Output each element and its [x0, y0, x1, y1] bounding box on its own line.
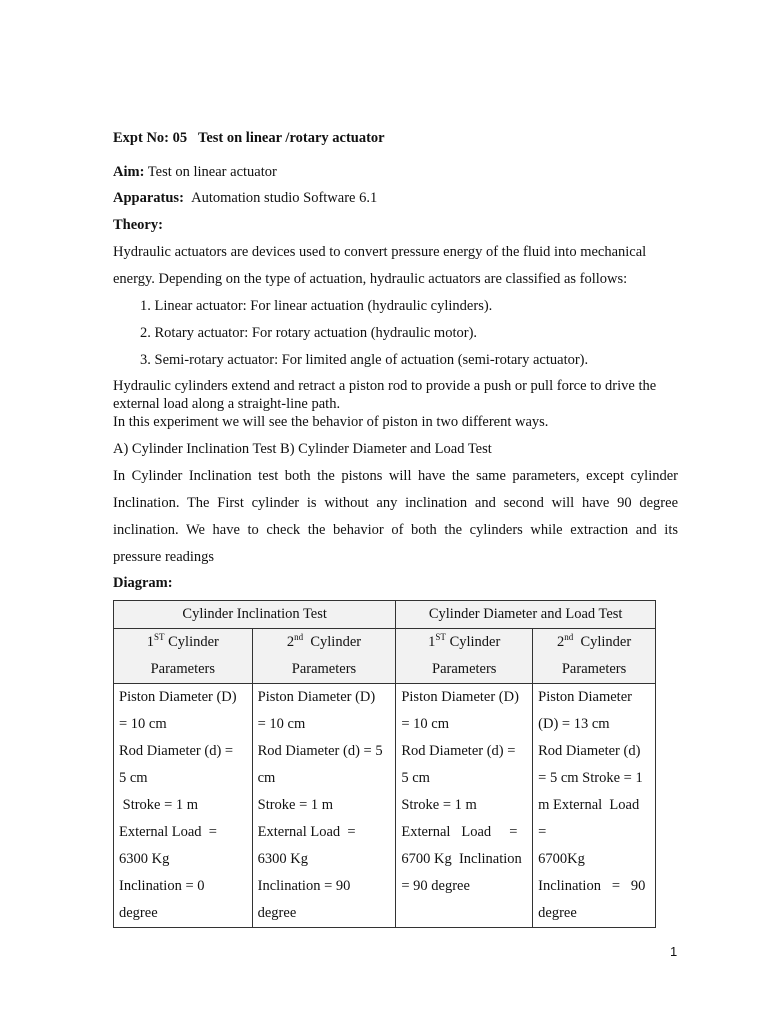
list-item: 2. Rotary actuator: For rotary actuation (hydraulic motor). — [140, 325, 478, 341]
table-cell: Piston Diameter (D) = 10 cm Rod Diameter (d) = 5 cm Stroke = 1 m External Load = 6300 Kg Inclination = 0 degree — [114, 684, 253, 928]
page-number: 1 — [670, 944, 678, 959]
table-cell: Piston Diameter (D) = 10 cm Rod Diameter (d) = 5 cm Stroke = 1 m External Load = 6300 Kg Inclination = 90 degree — [252, 684, 396, 928]
cylinders-line-2: external load along a straight-line path. — [113, 396, 341, 412]
column-header: 1ST Cylinder Parameters — [396, 629, 533, 684]
apparatus-line: Apparatus: Automation studio Software 6.1 — [113, 190, 378, 206]
list-item: 1. Linear actuator: For linear actuation (hydraulic cylinders). — [140, 298, 493, 314]
table-column-header-row — [114, 629, 656, 684]
diagram-heading: Diagram: — [113, 575, 173, 591]
column-header: 2nd Cylinder Parameters — [252, 629, 396, 684]
column-header: 2nd Cylinder Parameters — [533, 629, 656, 684]
column-header: 1ST Cylinder Parameters — [114, 629, 253, 684]
list-item: 3. Semi-rotary actuator: For limited angle of actuation (semi-rotary actuator). — [140, 352, 589, 368]
inclination-line-3: inclination. We have to check the behavior of both the cylinders while extraction and its — [113, 522, 678, 538]
intro-line-1: Hydraulic actuators are devices used to convert pressure energy of the fluid into mechanical — [113, 244, 647, 260]
inclination-line-4: pressure readings — [113, 549, 215, 565]
parameters-table — [113, 600, 656, 928]
experiment-title: Expt No: 05 Test on linear /rotary actuator — [113, 130, 385, 146]
cylinders-line-1: Hydraulic cylinders extend and retract a piston rod to provide a push or pull force to drive the — [113, 378, 657, 394]
inclination-line-1: In Cylinder Inclination test both the pistons will have the same parameters, except cylinder — [113, 468, 678, 484]
group-header-inclination: Cylinder Inclination Test — [114, 601, 396, 629]
aim-line: Aim: Test on linear actuator — [113, 164, 277, 180]
theory-heading: Theory: — [113, 217, 163, 233]
table-group-header-row — [114, 601, 656, 629]
table-cell: Piston Diameter (D) = 13 cm Rod Diameter (d) = 5 cm Stroke = 1 m External Load = 6700Kg Inclination = 90 degree — [533, 684, 656, 928]
intro-line-2: energy. Depending on the type of actuation, hydraulic actuators are classified as follows: — [113, 271, 628, 287]
inclination-line-2: Inclination. The First cylinder is without any inclination and second will have 90 degree — [113, 495, 678, 511]
table-row — [114, 684, 656, 928]
cylinders-line-3: In this experiment we will see the behavior of piston in two different ways. — [113, 414, 549, 430]
group-header-diameter-load: Cylinder Diameter and Load Test — [396, 601, 656, 629]
tests-line: A) Cylinder Inclination Test B) Cylinder Diameter and Load Test — [113, 441, 492, 457]
table-cell: Piston Diameter (D) = 10 cm Rod Diameter (d) = 5 cm Stroke = 1 m External Load = 6700 Kg Inclination = 90 degree — [396, 684, 533, 928]
